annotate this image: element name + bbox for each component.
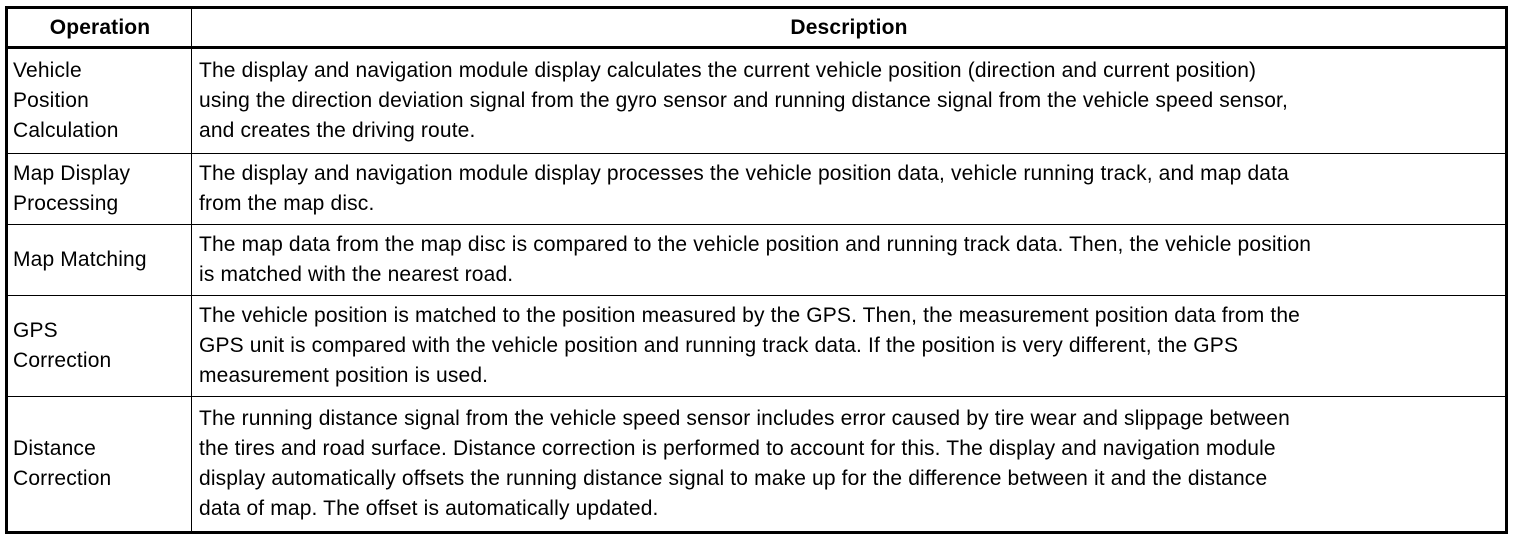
table-row bbox=[7, 225, 1507, 296]
description-line: display automatically offsets the running distance signal to make up for the difference between it and the distance bbox=[199, 467, 1268, 490]
operation-cell bbox=[7, 397, 192, 533]
operation-line: Vehicle bbox=[13, 59, 82, 82]
operation-line: Calculation bbox=[13, 119, 119, 142]
description-cell bbox=[192, 296, 1507, 397]
description-line: the tires and road surface. Distance correction is performed to account for this. The display and navigation module bbox=[199, 437, 1276, 460]
operation-line: Map Matching bbox=[13, 248, 147, 271]
table-row bbox=[7, 296, 1507, 397]
description-line: and creates the driving route. bbox=[199, 119, 476, 142]
table-row bbox=[7, 154, 1507, 225]
description-line: measurement position is used. bbox=[199, 364, 489, 387]
description-line: The map data from the map disc is compared to the vehicle position and running track data. Then, the vehicle position bbox=[199, 233, 1312, 256]
description-line: is matched with the nearest road. bbox=[199, 263, 514, 286]
operation-line: Correction bbox=[13, 467, 112, 490]
operation-line: Map Display bbox=[13, 162, 131, 185]
description-line: GPS unit is compared with the vehicle position and running track data. If the position is very different, the GPS bbox=[199, 334, 1239, 357]
description-column-header: Description bbox=[192, 8, 1507, 48]
table-row bbox=[7, 397, 1507, 533]
description-line: The running distance signal from the vehicle speed sensor includes error caused by tire wear and slippage between bbox=[199, 407, 1290, 430]
description-cell bbox=[192, 48, 1507, 154]
operation-line: Distance bbox=[13, 437, 96, 460]
operation-line: Processing bbox=[13, 192, 119, 215]
description-cell bbox=[192, 397, 1507, 533]
description-line: The display and navigation module display calculates the current vehicle position (direction and current position) bbox=[199, 59, 1257, 82]
operation-cell bbox=[7, 154, 192, 225]
description-line: The vehicle position is matched to the position measured by the GPS. Then, the measurement position data from the bbox=[199, 304, 1300, 327]
table-row bbox=[7, 48, 1507, 154]
operation-line: Position bbox=[13, 89, 89, 112]
table-header-row bbox=[7, 8, 1507, 48]
operation-cell bbox=[7, 225, 192, 296]
description-line: The display and navigation module display processes the vehicle position data, vehicle running track, and map data bbox=[199, 162, 1289, 185]
description-line: using the direction deviation signal from the gyro sensor and running distance signal from the vehicle speed sensor, bbox=[199, 89, 1289, 112]
operation-line: GPS bbox=[13, 319, 58, 342]
description-line: from the map disc. bbox=[199, 192, 375, 215]
operation-cell bbox=[7, 296, 192, 397]
description-cell bbox=[192, 154, 1507, 225]
description-line: data of map. The offset is automatically updated. bbox=[199, 497, 659, 520]
operation-cell bbox=[7, 48, 192, 154]
operation-description-table bbox=[5, 6, 1508, 534]
operation-line: Correction bbox=[13, 349, 112, 372]
operation-column-header: Operation bbox=[7, 8, 192, 48]
description-cell bbox=[192, 225, 1507, 296]
